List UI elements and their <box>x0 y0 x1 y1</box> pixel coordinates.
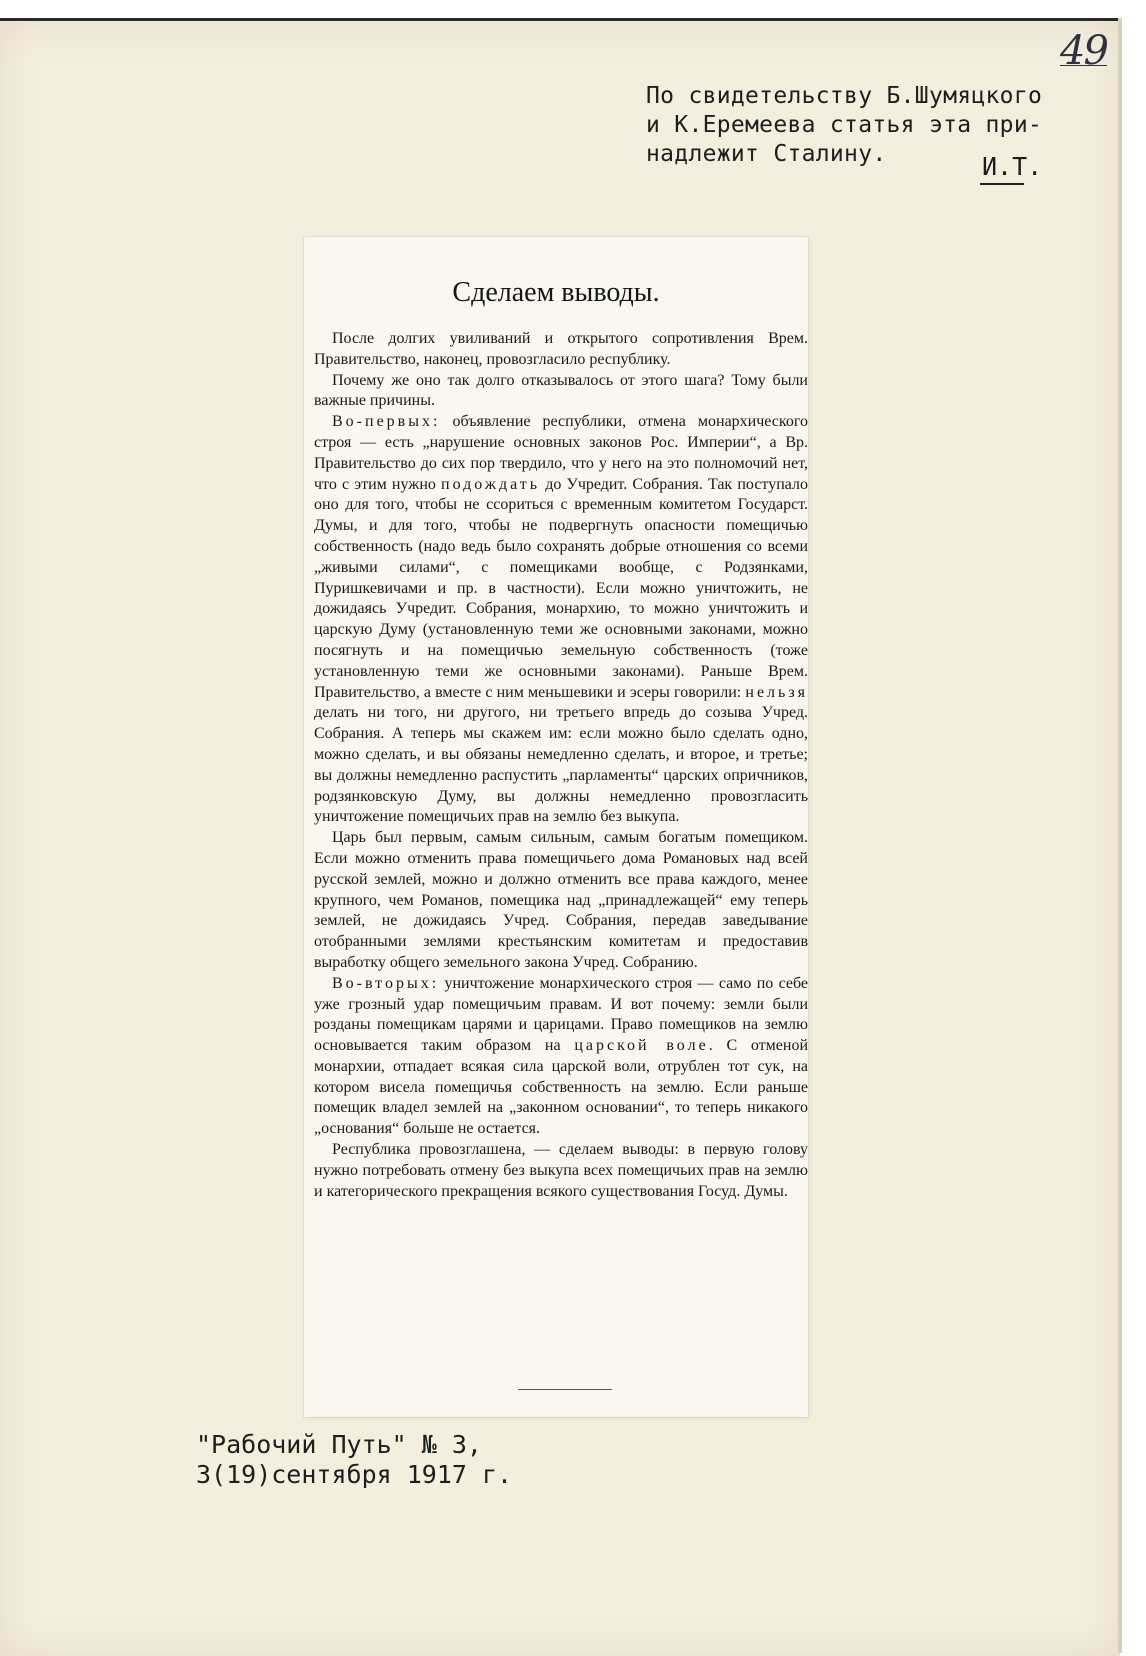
article-text: делать ни того, ни другого, ни третьего впредь до созыва Учред. Собрания. А теперь мы скажем им: если можно было сделать одно, можно сделать, и вы обязаны немедленно сделать, и второе, и третье; вы должны немедленно распустить „парламенты“ царских опричников, родзянковскую Думу, вы должны немедленно провозгласить уничтожение помещичьих прав на землю без выкупа. <box>314 704 808 826</box>
spaced-lead: Во-вторых: <box>332 974 440 992</box>
citation-line: "Рабочий Путь" № 3, <box>196 1430 482 1459</box>
end-rule <box>518 1389 612 1390</box>
newspaper-clipping <box>304 237 808 1417</box>
attribution-line: По свидетельству Б.Шумяцкого <box>646 83 1043 109</box>
article-paragraph <box>314 974 808 1140</box>
attribution-line: и К.Еремеева статья эта при- <box>646 112 1043 138</box>
article-paragraph: После долгих увиливаний и открытого сопротивления Врем. Правительство, наконец, провозгласило республику. <box>314 330 808 368</box>
article-body <box>314 329 808 1202</box>
spaced-word: царской воле <box>574 1037 709 1055</box>
article-text: до Учредит. Собрания. Так поступало оно для того, чтобы не ссориться с временным комитетом Государст. Думы, и для того, чтобы не подвергнуть опасности помещичью собственность (надо ведь было сохранять добрые отношения со всеми „живыми силами“, с помещиками вообще, с Родзянками, Пуришкевичами и пр. в частности). Если можно уничтожить, не дожидаясь Учредит. Собрания, монархию, то можно уничтожить и царскую Думу (установленную теми же основными законами, можно посягнуть и на помещичью земельную собственность (тоже установленную теми же основными законами). Раньше Врем. Правительство, а вместе с ним меньшевики и эсеры говорили: <box>314 475 808 701</box>
article-text: . С отменой монархии, отпадает всякая сила царской воли, отрублен тот сук, на котором висела помещичья собственность на землю. Если раньше помещик владел землей на „законном основании“, то теперь никакого „основания“ больше не остается. <box>314 1037 809 1138</box>
article-title: Сделаем выводы. <box>452 277 660 308</box>
initials-underline <box>980 183 1024 185</box>
article-text: объявление республики, отмена монархического строя — есть „нарушение основных законов Рос. Империи“, а Вр. Правительство до сих пор твердило, что у него на это полномочий нет, что с этим нужно <box>314 413 808 493</box>
page-number: 49 <box>1060 28 1107 74</box>
spaced-word: нельзя <box>745 683 808 701</box>
spaced-lead: Во-первых: <box>332 413 441 431</box>
attribution-line: надлежит Сталину. <box>646 141 887 167</box>
article-text: уничтожение монархического строя — само по себе уже грозный удар помещичьим правам. И вот почему: земли были розданы помещикам царями и царицами. Право помещиков на землю основывается таким образом на <box>314 974 808 1055</box>
spaced-word: подождать <box>441 475 541 493</box>
sheet-edge <box>1118 18 1122 1653</box>
article-paragraph <box>314 412 808 828</box>
article-paragraph: Царь был первым, самым сильным, самым богатым помещиком. Если можно отменить права помещичьего дома Романовых над всей русской землей, можно и должно отменить все права каждого, менее крупного, чем Романов, помещика над „принадлежащей“ ему теперь землей, не дожидаясь Учред. Собрания, передав заведывание отобранными землями крестьянским комитетам и предоставив выработку общего земельного закона Учред. Собранию. <box>314 829 808 971</box>
article-paragraph: Почему же оно так долго отказывалось от этого шага? Тому были важные причины. <box>314 371 808 410</box>
article-paragraph: Республика провозглашена, — сделаем выводы: в первую голову нужно потребовать отмену без выкупа всех помещичьих прав на землю и категорического прекращения всякого существования Госуд. Думы. <box>314 1141 808 1200</box>
source-citation <box>196 1430 596 1490</box>
citation-line: 3(19)сентября 1917 г. <box>196 1460 513 1489</box>
initials: И.Т. <box>982 152 1043 181</box>
